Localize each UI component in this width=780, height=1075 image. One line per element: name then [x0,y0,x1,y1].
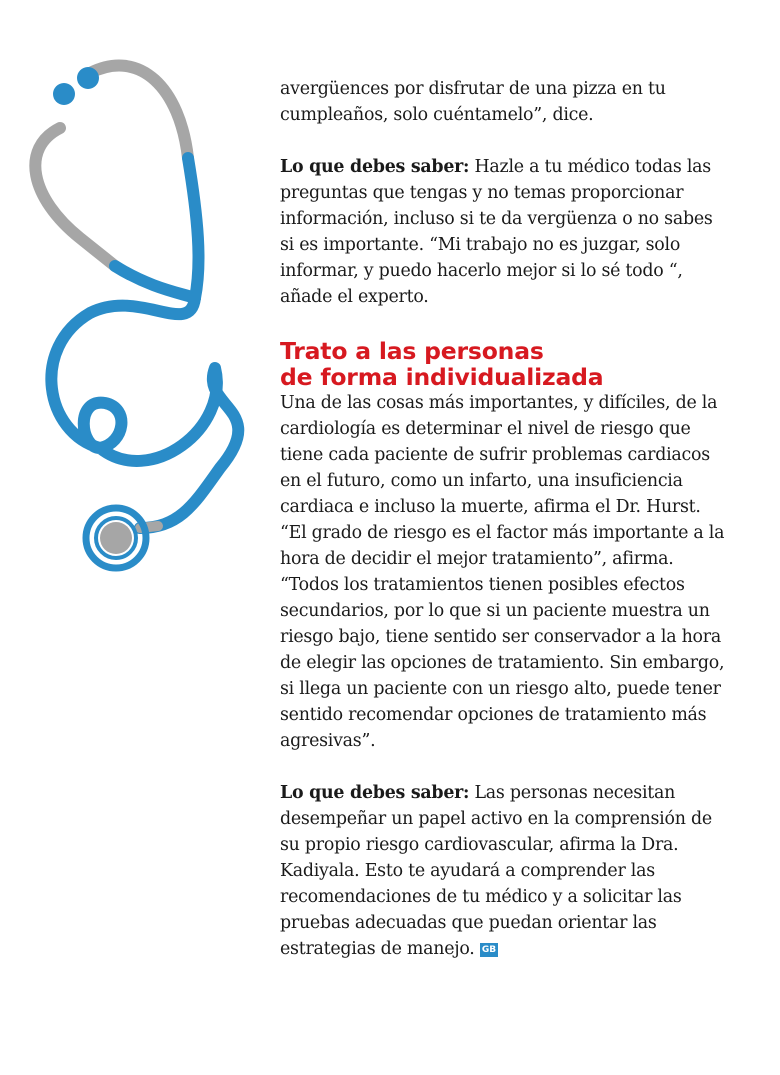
paragraph-body: Hazle a tu médico todas las preguntas que tengas y no temas proporcionar información, incluso si te da vergüenza o no sabes si es importante. “Mi trabajo no es juzgar, solo informar, y puedo hacerlo mejor si lo sé todo “, añade el experto. [280,157,713,307]
lead-in: Lo que debes saber: [280,783,470,803]
article-paragraph: Una de las cosas más importantes, y difíciles, de la cardiología es determinar el nivel de riesgo que tiene cada paciente de sufrir problemas cardiacos en el futuro, como un infarto, una insuficiencia cardiaca e incluso la muerte, afirma el Dr. Hurst. “El grado de riesgo es el factor más importante a la hora de decidir el mejor tratamiento”, afirma. “Todos los tratamientos tienen posibles efectos secundarios, por lo que si un paciente muestra un riesgo bajo, tiene sentido ser conservador a la hora de elegir las opciones de tratamiento. Sin embargo, si llega un paciente con un riesgo alto, puede tener sentido recomendar opciones de tratamiento más agresivas”. [280,393,725,751]
lead-in: Lo que debes saber: [280,157,470,177]
paragraph-body: Las personas necesitan desempeñar un papel activo en la comprensión de su propio riesgo cardiovascular, afirma la Dra. Kadiyala. Esto te ayudará a comprender las recomendaciones de tu médico y a solicitar las pruebas adecuadas que puedan orientar las estrategias de manejo. [280,783,712,959]
article-paragraph: avergüences por disfrutar de una pizza en tu cumpleaños, solo cuéntamelo”, dice. [280,79,666,125]
article-paragraph [280,154,728,310]
end-of-article-badge: GB [481,945,497,955]
stethoscope-heart-icon [20,48,260,588]
article-column [280,76,728,962]
section-heading-line: Trato a las personas [280,337,544,365]
article-paragraph [280,780,728,962]
section-heading-line: de forma individualizada [280,363,604,391]
section-heading [280,338,728,390]
